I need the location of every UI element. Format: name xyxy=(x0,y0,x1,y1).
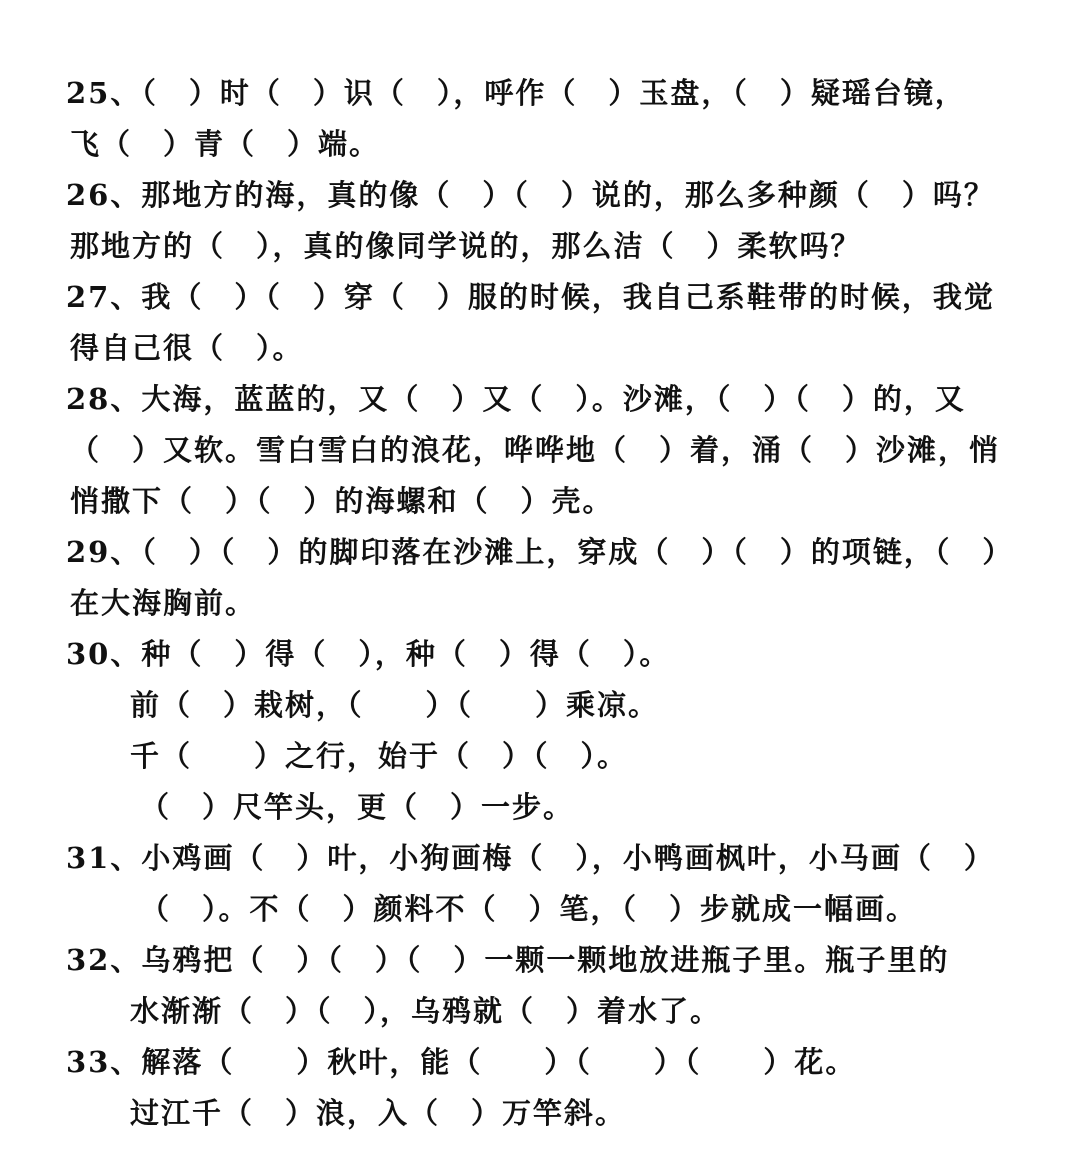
q28-line-3: 悄撒下（ ）（ ）的海螺和（ ）壳。 xyxy=(70,484,614,518)
q32-line-2: 水渐渐（ ）（ ），乌鸦就（ ）着水了。 xyxy=(130,994,722,1028)
q30-line-2: 前（ ）栽树，（ ）（ ）乘凉。 xyxy=(130,688,660,722)
q30-line-3: 千（ ）之行，始于（ ）（ ）。 xyxy=(130,739,629,773)
q27-line-2: 得自己很（ ）。 xyxy=(70,331,304,365)
q33-line-1: 33、解落（ ）秋叶，能（ ）（ ）（ ）花。 xyxy=(66,1045,857,1079)
q33-line-2: 过江千（ ）浪，入（ ）万竿斜。 xyxy=(130,1096,627,1130)
q29-line-1: 29、（ ）（ ）的脚印落在沙滩上，穿成（ ）（ ）的项链，（ ） xyxy=(66,535,1014,569)
q32-line-1: 32、乌鸦把（ ）（ ）（ ）一颗一颗地放进瓶子里。瓶子里的 xyxy=(66,943,950,977)
q28-line-1: 28、大海，蓝蓝的，又（ ）又（ ）。沙滩，（ ）（ ）的，又 xyxy=(66,382,966,416)
q31-line-1: 31、小鸡画（ ）叶，小狗画梅（ ），小鸭画枫叶，小马画（ ） xyxy=(66,841,995,875)
q30-line-1: 30、种（ ）得（ ），种（ ）得（ ）。 xyxy=(66,637,671,671)
q25-line-2: 飞（ ）青（ ）端。 xyxy=(70,127,381,161)
q26-line-2: 那地方的（ ），真的像同学说的，那么洁（ ）柔软吗？ xyxy=(70,229,862,263)
q25-line-1: 25、（ ）时（ ）识（ ），呼作（ ）玉盘，（ ）疑瑶台镜， xyxy=(66,76,966,110)
q31-line-2: （ ）。不（ ）颜料不（ ）笔，（ ）步就成一幅画。 xyxy=(140,892,918,926)
q28-line-2: （ ）又软。雪白雪白的浪花，哗哗地（ ）着，涌（ ）沙滩，悄 xyxy=(70,433,1001,467)
q29-line-2: 在大海胸前。 xyxy=(70,586,257,620)
q30-line-4: （ ）尺竿头，更（ ）一步。 xyxy=(140,790,575,824)
q26-line-1: 26、那地方的海，真的像（ ）（ ）说的，那么多种颜（ ）吗？ xyxy=(66,178,995,212)
q27-line-1: 27、我（ ）（ ）穿（ ）服的时候，我自己系鞋带的时候，我觉 xyxy=(66,280,995,314)
